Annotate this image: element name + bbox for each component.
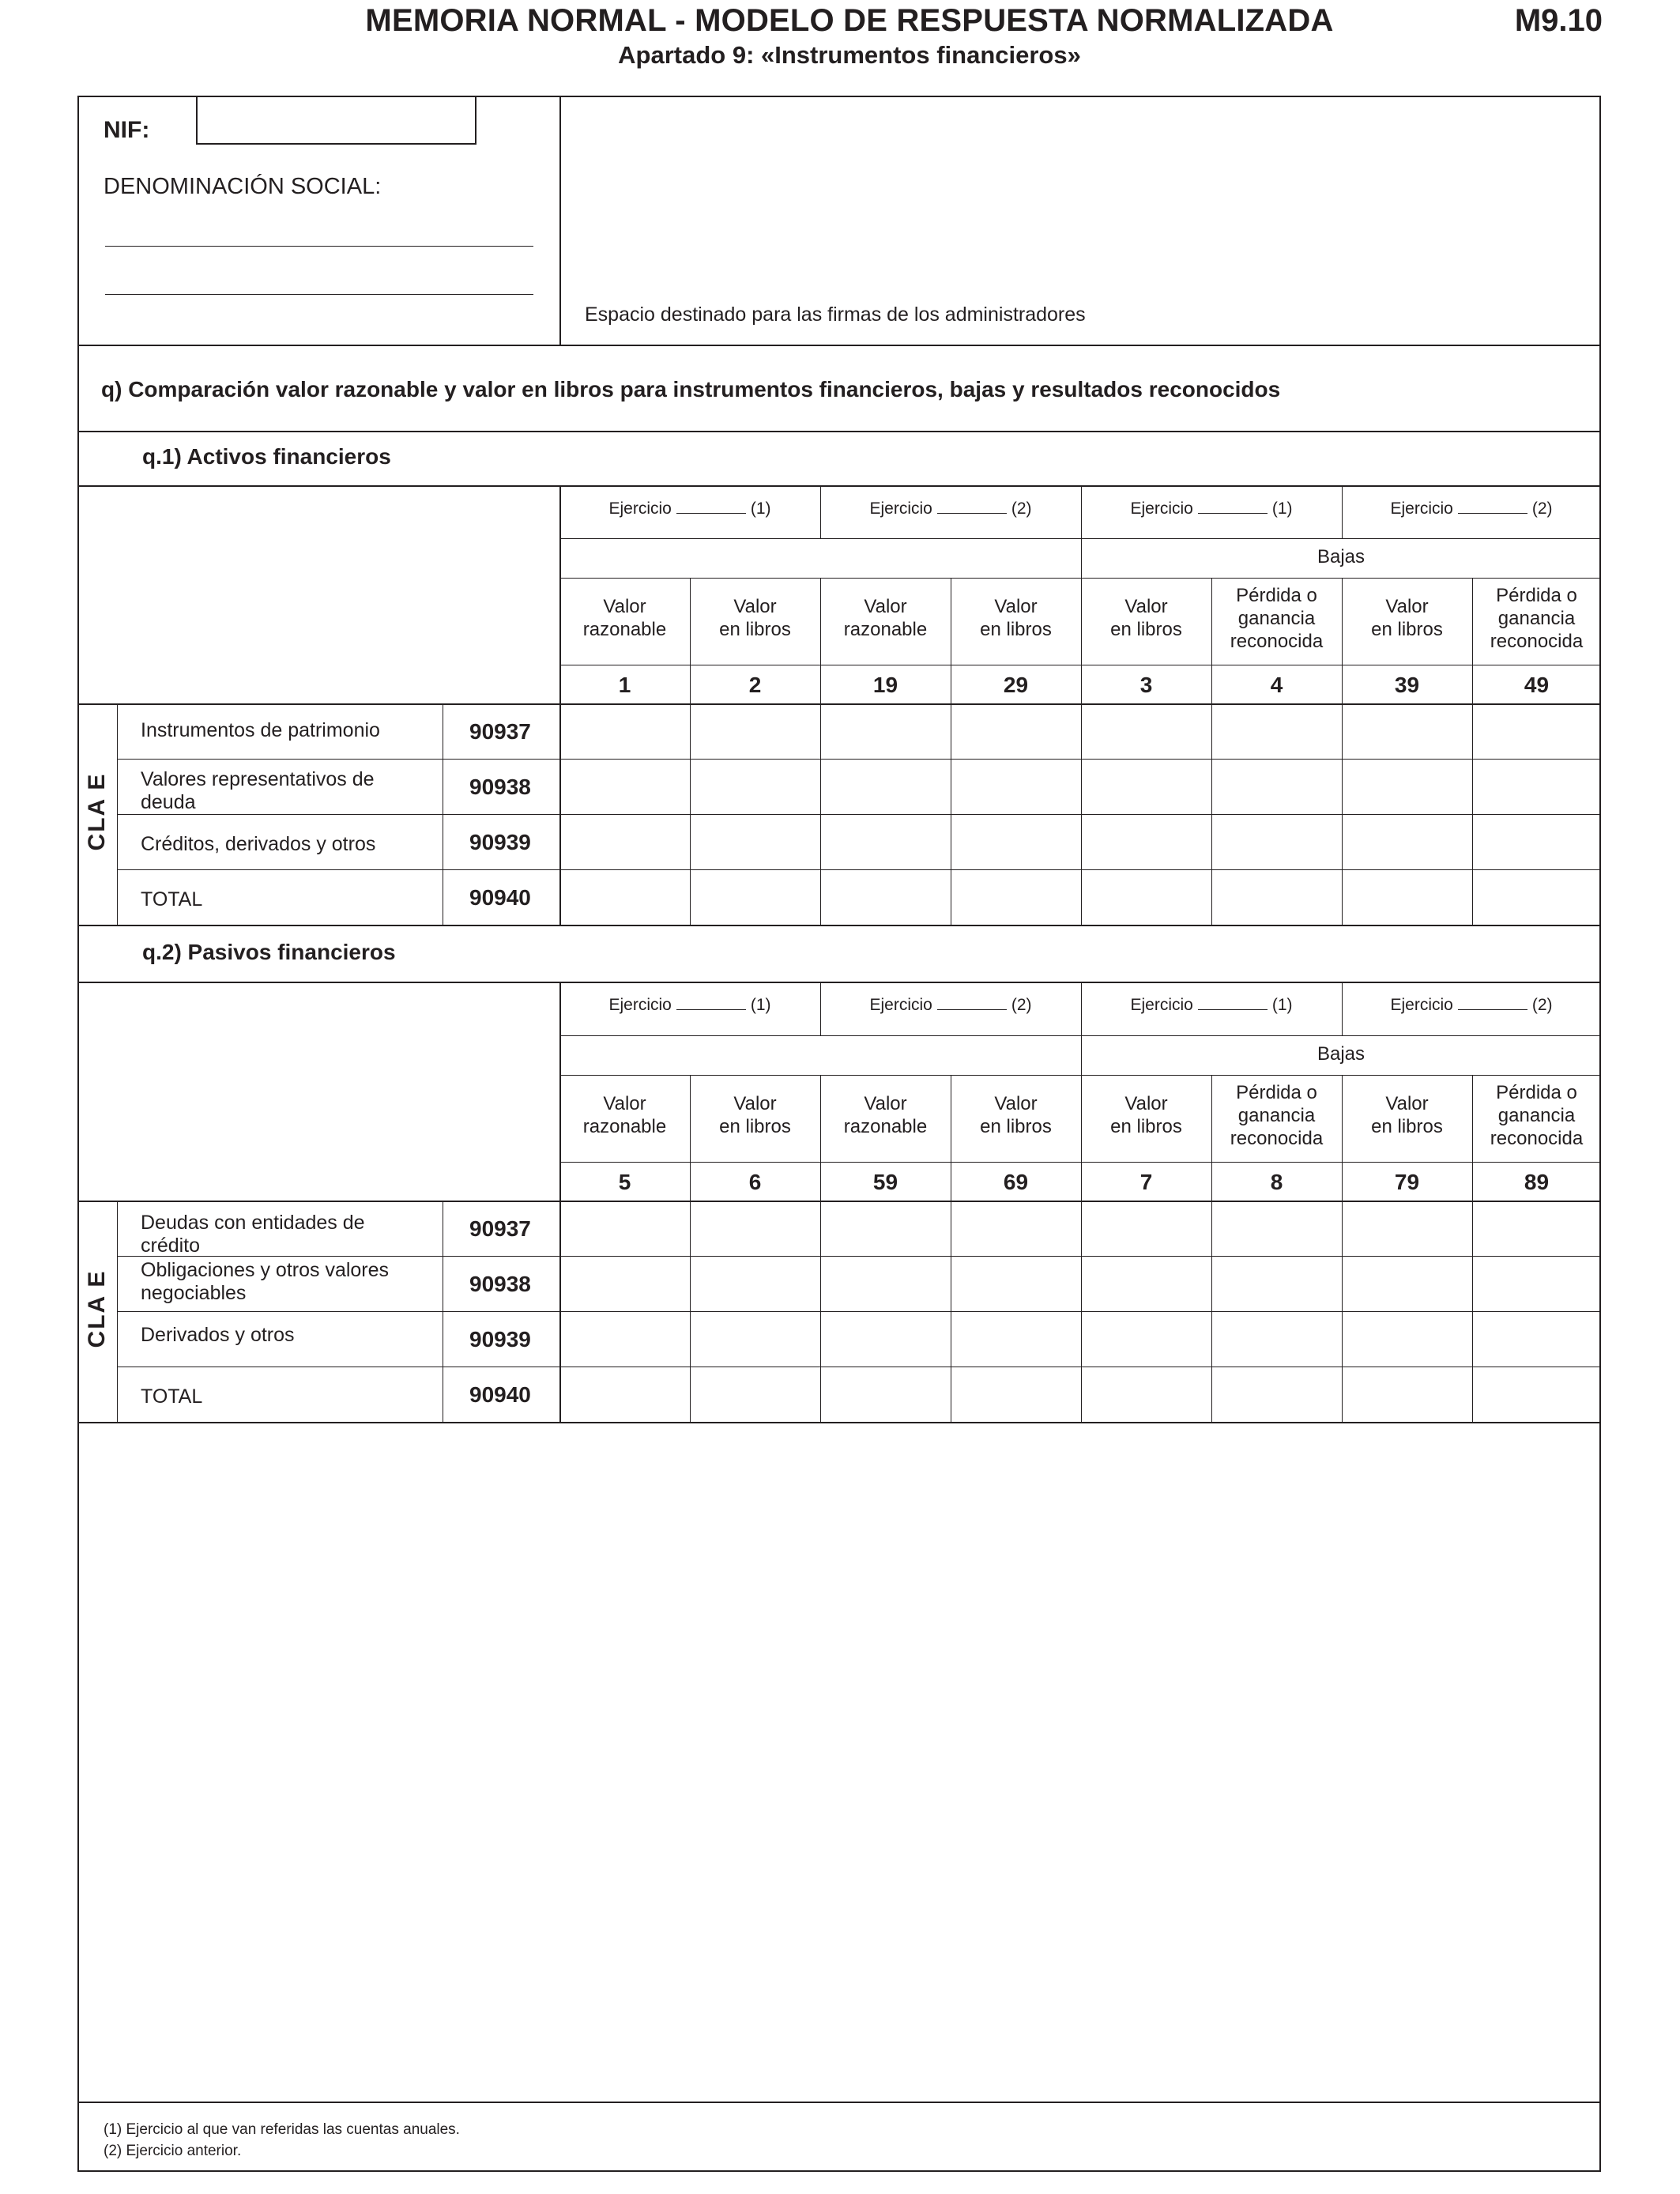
column-header-line: en libros — [1110, 1116, 1182, 1137]
q1-column-number: 49 — [1524, 673, 1550, 697]
q1-column-header — [1081, 595, 1211, 641]
grid-line — [559, 485, 561, 925]
q1-row-code: 90939 — [469, 830, 531, 854]
q2-data-cell[interactable] — [1475, 1258, 1599, 1309]
q1-bajas-label: Bajas — [1317, 546, 1365, 567]
q1-data-cell[interactable] — [953, 872, 1079, 922]
ejercicio-ref: (1) — [1271, 499, 1293, 518]
q1-row-label: Instrumentos de patrimonio — [141, 719, 380, 741]
column-header-line: razonable — [582, 1116, 667, 1137]
q2-column-header — [559, 1092, 690, 1138]
q2-data-cell[interactable] — [1475, 1369, 1599, 1419]
ejercicio-prefix: Ejercicio — [1390, 996, 1453, 1014]
column-header-line: ganancia — [1497, 1105, 1576, 1126]
q2-column-header — [1211, 1081, 1342, 1150]
footnote-1: (1) Ejercicio al que van referidas las cuentas anuales. — [104, 2121, 460, 2138]
nif-field[interactable] — [196, 96, 477, 145]
ejercicio-year-field[interactable] — [1458, 500, 1527, 514]
q2-data-cell[interactable] — [1214, 1258, 1339, 1309]
q2-data-cell[interactable] — [562, 1314, 687, 1364]
q1-row-code: 90938 — [469, 775, 531, 799]
grid-line — [559, 1075, 1601, 1076]
column-header-line: reconocida — [1490, 1128, 1584, 1149]
q2-data-cell[interactable] — [953, 1258, 1079, 1309]
q1-data-cell[interactable] — [1344, 761, 1470, 812]
q2-data-cell[interactable] — [692, 1369, 818, 1419]
q1-ejercicio-header — [559, 499, 820, 518]
q1-data-cell[interactable] — [1344, 816, 1470, 867]
grid-line — [559, 1035, 1601, 1036]
q1-data-cell[interactable] — [692, 872, 818, 922]
grid-line — [559, 982, 561, 1422]
q1-column-header — [951, 595, 1081, 641]
q2-row-label: Deudas con entidades de crédito — [141, 1212, 365, 1257]
q1-column-number: 19 — [872, 673, 898, 697]
q2-row-label: Derivados y otros — [141, 1324, 295, 1346]
id-divider — [559, 96, 561, 345]
ejercicio-prefix: Ejercicio — [869, 499, 932, 518]
column-header-line: Valor — [603, 596, 646, 617]
grid-line — [559, 538, 1601, 539]
q2-column-header — [690, 1092, 820, 1138]
signatures-label: Espacio destinado para las firmas de los administradores — [585, 303, 1086, 326]
column-header-line: ganancia — [1237, 608, 1316, 629]
q2-data-cell[interactable] — [1083, 1203, 1209, 1253]
q1-data-cell[interactable] — [562, 872, 687, 922]
q1-data-cell[interactable] — [562, 761, 687, 812]
q2-column-number: 7 — [1139, 1170, 1153, 1194]
q1-data-cell[interactable] — [1475, 872, 1599, 922]
q1-column-header — [1342, 595, 1472, 641]
q2-column-header — [1472, 1081, 1601, 1150]
denominacion-line-1[interactable] — [105, 246, 533, 247]
q1-column-number: 29 — [1003, 673, 1029, 697]
q1-row-label: Valores representativos de deuda — [141, 768, 375, 813]
q2-data-cell[interactable] — [1344, 1258, 1470, 1309]
column-header-line: en libros — [1371, 1116, 1443, 1137]
column-header-line: Valor — [733, 1093, 777, 1114]
column-header-line: Pérdida o — [1496, 1082, 1577, 1103]
q1-column-header — [690, 595, 820, 641]
q2-data-cell[interactable] — [953, 1314, 1079, 1364]
q2-column-header — [820, 1092, 951, 1138]
q2-data-cell[interactable] — [692, 1258, 818, 1309]
q2-data-cell[interactable] — [823, 1203, 948, 1253]
q2-column-header — [951, 1092, 1081, 1138]
q2-data-cell[interactable] — [823, 1258, 948, 1309]
column-header-line: reconocida — [1230, 631, 1324, 652]
ejercicio-prefix: Ejercicio — [608, 499, 672, 518]
column-header-line: en libros — [980, 619, 1052, 640]
form-code: M9.10 — [1514, 3, 1603, 38]
footnote-2: (2) Ejercicio anterior. — [104, 2143, 242, 2159]
q2-column-number: 69 — [1003, 1170, 1029, 1194]
ejercicio-year-field[interactable] — [937, 500, 1007, 514]
q2-data-cell[interactable] — [562, 1203, 687, 1253]
q1-column-header — [1472, 584, 1601, 653]
column-header-line: ganancia — [1237, 1105, 1316, 1126]
grid-line — [77, 703, 1601, 705]
grid-line — [77, 925, 1601, 926]
q1-ejercicio-header — [820, 499, 1081, 518]
q1-data-cell[interactable] — [1344, 872, 1470, 922]
q2-row-code: 90939 — [469, 1327, 531, 1351]
ejercicio-year-field[interactable] — [676, 997, 746, 1010]
q1-row-label: TOTAL — [141, 888, 203, 910]
ejercicio-ref: (1) — [750, 499, 771, 518]
q1-title: q.1) Activos financieros — [142, 444, 391, 469]
column-header-line: Valor — [994, 1093, 1038, 1114]
q1-data-cell[interactable] — [823, 761, 948, 812]
q2-row-code: 90940 — [469, 1382, 531, 1407]
q2-data-cell[interactable] — [1475, 1203, 1599, 1253]
q1-column-number: 1 — [618, 673, 631, 697]
column-header-line: Valor — [1124, 1093, 1168, 1114]
q1-data-cell[interactable] — [1475, 706, 1599, 756]
ejercicio-ref: (2) — [1011, 499, 1032, 518]
grid-line — [117, 759, 1601, 760]
q2-row-label: Obligaciones y otros valores negociables — [141, 1259, 390, 1304]
q1-row-label: Créditos, derivados y otros — [141, 833, 376, 855]
q2-data-cell[interactable] — [562, 1369, 687, 1419]
q2-data-cell[interactable] — [953, 1203, 1079, 1253]
ejercicio-year-field[interactable] — [1458, 997, 1527, 1010]
ejercicio-prefix: Ejercicio — [1390, 499, 1453, 518]
grid-line — [117, 814, 1601, 815]
q2-data-cell[interactable] — [1214, 1203, 1339, 1253]
q1-data-cell[interactable] — [1083, 816, 1209, 867]
grid-line — [117, 1201, 118, 1422]
q1-column-number: 39 — [1394, 673, 1420, 697]
grid-line — [559, 1162, 1601, 1163]
q1-data-cell[interactable] — [1214, 706, 1339, 756]
q1-data-cell[interactable] — [823, 816, 948, 867]
q1-data-cell[interactable] — [1083, 872, 1209, 922]
column-header-line: en libros — [719, 619, 791, 640]
q1-data-cell[interactable] — [692, 816, 818, 867]
footnote-divider — [77, 2102, 1601, 2103]
ejercicio-prefix: Ejercicio — [869, 996, 932, 1014]
column-header-line: en libros — [719, 1116, 791, 1137]
divider — [77, 485, 1601, 487]
q2-row-code: 90938 — [469, 1272, 531, 1296]
q2-column-number: 59 — [872, 1170, 898, 1194]
q2-data-cell[interactable] — [1344, 1203, 1470, 1253]
q2-column-number: 5 — [618, 1170, 631, 1194]
denominacion-label: DENOMINACIÓN SOCIAL: — [104, 174, 382, 199]
q2-data-cell[interactable] — [1344, 1314, 1470, 1364]
column-header-line: Valor — [1385, 596, 1429, 617]
ejercicio-prefix: Ejercicio — [1130, 499, 1193, 518]
document-title: MEMORIA NORMAL - MODELO DE RESPUESTA NORMALIZADA — [365, 3, 1334, 38]
q2-ejercicio-header — [1081, 996, 1342, 1015]
q1-ejercicio-header — [1342, 499, 1601, 518]
column-header-line: Valor — [733, 596, 777, 617]
q2-data-cell[interactable] — [692, 1314, 818, 1364]
ejercicio-year-field[interactable] — [937, 997, 1007, 1010]
column-header-line: Pérdida o — [1236, 585, 1317, 606]
q2-data-cell[interactable] — [1083, 1369, 1209, 1419]
ejercicio-prefix: Ejercicio — [1130, 996, 1193, 1014]
q2-row-code: 90937 — [469, 1216, 531, 1241]
column-header-line: razonable — [582, 619, 667, 640]
column-header-line: ganancia — [1497, 608, 1576, 629]
grid-line — [77, 1201, 1601, 1202]
q2-data-cell[interactable] — [823, 1314, 948, 1364]
q2-data-cell[interactable] — [692, 1203, 818, 1253]
ejercicio-year-field[interactable] — [1198, 997, 1268, 1010]
q1-column-header — [1211, 584, 1342, 653]
column-header-line: Valor — [864, 596, 907, 617]
q1-data-cell[interactable] — [1214, 816, 1339, 867]
q1-data-cell[interactable] — [1214, 761, 1339, 812]
grid-line — [77, 1422, 1601, 1423]
q1-column-number: 3 — [1139, 673, 1153, 697]
q1-data-cell[interactable] — [1083, 706, 1209, 756]
q1-column-number: 2 — [748, 673, 762, 697]
q2-ejercicio-header — [559, 996, 820, 1015]
nif-label: NIF: — [104, 117, 150, 143]
q2-ejercicio-header — [820, 996, 1081, 1015]
column-header-line: Valor — [1385, 1093, 1429, 1114]
q2-data-cell[interactable] — [953, 1369, 1079, 1419]
column-header-line: en libros — [980, 1116, 1052, 1137]
q2-data-cell[interactable] — [562, 1258, 687, 1309]
q1-data-cell[interactable] — [692, 761, 818, 812]
q1-data-cell[interactable] — [692, 706, 818, 756]
q1-data-cell[interactable] — [1475, 761, 1599, 812]
q2-data-cell[interactable] — [1214, 1314, 1339, 1364]
divider — [77, 431, 1601, 432]
ejercicio-year-field[interactable] — [676, 500, 746, 514]
section-q-title: q) Comparación valor razonable y valor en libros para instrumentos financieros, bajas y resultados reconocidos — [101, 377, 1281, 401]
q2-column-number: 8 — [1270, 1170, 1283, 1194]
q2-column-header — [1342, 1092, 1472, 1138]
ejercicio-ref: (2) — [1531, 996, 1553, 1014]
grid-line — [117, 1311, 1601, 1312]
column-header-line: razonable — [843, 619, 928, 640]
q2-bajas-label: Bajas — [1317, 1043, 1365, 1065]
grid-line — [117, 869, 1601, 870]
ejercicio-prefix: Ejercicio — [608, 996, 672, 1014]
column-header-line: Valor — [994, 596, 1038, 617]
ejercicio-ref: (1) — [750, 996, 771, 1014]
q1-column-header — [820, 595, 951, 641]
q1-data-cell[interactable] — [562, 816, 687, 867]
q2-column-header — [1081, 1092, 1211, 1138]
denominacion-line-2[interactable] — [105, 294, 533, 295]
q1-data-cell[interactable] — [1344, 706, 1470, 756]
q2-column-number: 79 — [1394, 1170, 1420, 1194]
column-header-line: en libros — [1110, 619, 1182, 640]
q1-data-cell[interactable] — [1083, 761, 1209, 812]
q2-data-cell[interactable] — [1344, 1369, 1470, 1419]
q1-column-number: 4 — [1270, 673, 1283, 697]
column-header-line: reconocida — [1490, 631, 1584, 652]
grid-line — [559, 578, 1601, 579]
ejercicio-ref: (2) — [1011, 996, 1032, 1014]
q1-data-cell[interactable] — [953, 816, 1079, 867]
q1-ejercicio-header — [1081, 499, 1342, 518]
q2-title: q.2) Pasivos financieros — [142, 940, 396, 964]
q2-column-number: 6 — [748, 1170, 762, 1194]
grid-line — [117, 703, 118, 925]
divider — [77, 982, 1601, 983]
q1-data-cell[interactable] — [562, 706, 687, 756]
divider — [77, 345, 1601, 346]
ejercicio-ref: (2) — [1531, 499, 1553, 518]
q2-data-cell[interactable] — [1083, 1314, 1209, 1364]
q1-data-cell[interactable] — [1214, 872, 1339, 922]
q2-row-label: TOTAL — [141, 1385, 203, 1408]
q2-data-cell[interactable] — [1475, 1314, 1599, 1364]
column-header-line: en libros — [1371, 619, 1443, 640]
q1-data-cell[interactable] — [1475, 816, 1599, 867]
ejercicio-ref: (1) — [1271, 996, 1293, 1014]
q1-data-cell[interactable] — [823, 706, 948, 756]
ejercicio-year-field[interactable] — [1198, 500, 1268, 514]
column-header-line: Valor — [603, 1093, 646, 1114]
column-header-line: Valor — [1124, 596, 1168, 617]
q2-data-cell[interactable] — [1083, 1258, 1209, 1309]
q2-column-number: 89 — [1524, 1170, 1550, 1194]
q1-data-cell[interactable] — [953, 761, 1079, 812]
q1-row-code: 90940 — [469, 885, 531, 910]
q2-data-cell[interactable] — [823, 1369, 948, 1419]
column-header-line: reconocida — [1230, 1128, 1324, 1149]
column-header-line: Pérdida o — [1496, 585, 1577, 606]
q1-data-cell[interactable] — [953, 706, 1079, 756]
column-header-line: razonable — [843, 1116, 928, 1137]
q1-column-header — [559, 595, 690, 641]
q2-ejercicio-header — [1342, 996, 1601, 1015]
q1-data-cell[interactable] — [823, 872, 948, 922]
q2-side-label: CLA E — [84, 1269, 110, 1348]
column-header-line: Valor — [864, 1093, 907, 1114]
document-subtitle: Apartado 9: «Instrumentos financieros» — [618, 41, 1081, 69]
column-header-line: Pérdida o — [1236, 1082, 1317, 1103]
q1-row-code: 90937 — [469, 719, 531, 744]
q2-data-cell[interactable] — [1214, 1369, 1339, 1419]
q1-side-label: CLA E — [84, 772, 110, 851]
